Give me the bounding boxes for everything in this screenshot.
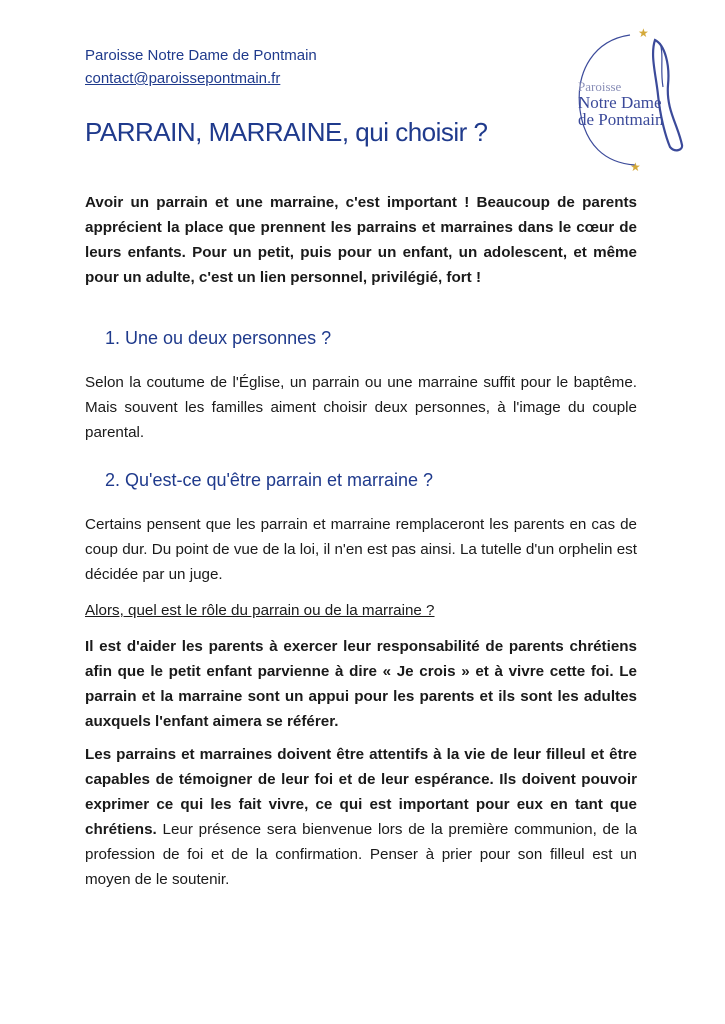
role-question: Alors, quel est le rôle du parrain ou de la marraine ?	[85, 602, 435, 619]
svg-text:★: ★	[638, 26, 649, 40]
intro-paragraph: Avoir un parrain et une marraine, c'est important ! Beaucoup de parents apprécient la place que prennent les parrains et marraines dans le cœur de leurs enfants. Pour un petit, puis pour un enfant, un adolescent, et même pour un adulte, c'est un lien personnel, privilégié, fort !	[85, 194, 637, 286]
section-2-body: Certains pensent que les parrain et marraine remplaceront les parents en cas de coup dur. Du point de vue de la loi, il n'en est pas ainsi. La tutelle d'un orphelin est décidée par un juge.	[85, 516, 637, 583]
role-answer: Il est d'aider les parents à exercer leur responsabilité de parents chrétiens afin que le petit enfant parvienne à dire « Je crois » et à vivre cette foi. Le parrain et la marraine sont un appui pour les parents et ils sont les adultes auxquels l'enfant aimera se référer.	[85, 638, 637, 730]
email-link[interactable]: contact@paroissepontmain.fr	[85, 70, 281, 87]
section-1-heading: 1. Une ou deux personnes ?	[105, 328, 332, 348]
parish-name: Paroisse Notre Dame de Pontmain	[85, 47, 317, 64]
final-bold-text: Les parrains et marraines doivent être attentifs à la vie de leur filleul et être capables de témoigner de leur foi et de leur espérance. Ils doivent pouvoir exprimer ce qui les fait vivre, ce qui est important pour eux en tant que chrétiens.	[85, 746, 637, 838]
final-paragraph	[85, 742, 637, 892]
page-title: PARRAIN, MARRAINE, qui choisir ?	[85, 117, 488, 147]
logo-line-3: de Pontmain	[578, 110, 664, 130]
logo-line-2: Notre Dame	[578, 92, 662, 112]
svg-text:★: ★	[630, 160, 641, 174]
logo-line-1: Paroisse	[578, 79, 622, 94]
final-regular-text: Leur présence sera bienvenue lors de la première communion, de la profession de foi et de la confirmation. Penser à prier pour son filleul est un moyen de le soutenir.	[85, 821, 637, 888]
parish-logo	[560, 25, 695, 175]
section-1-body: Selon la coutume de l'Église, un parrain ou une marraine suffit pour le baptême. Mais souvent les familles aiment choisir deux personnes, à l'image du couple parental.	[85, 374, 637, 441]
section-2-heading: 2. Qu'est-ce qu'être parrain et marraine ?	[105, 470, 434, 490]
